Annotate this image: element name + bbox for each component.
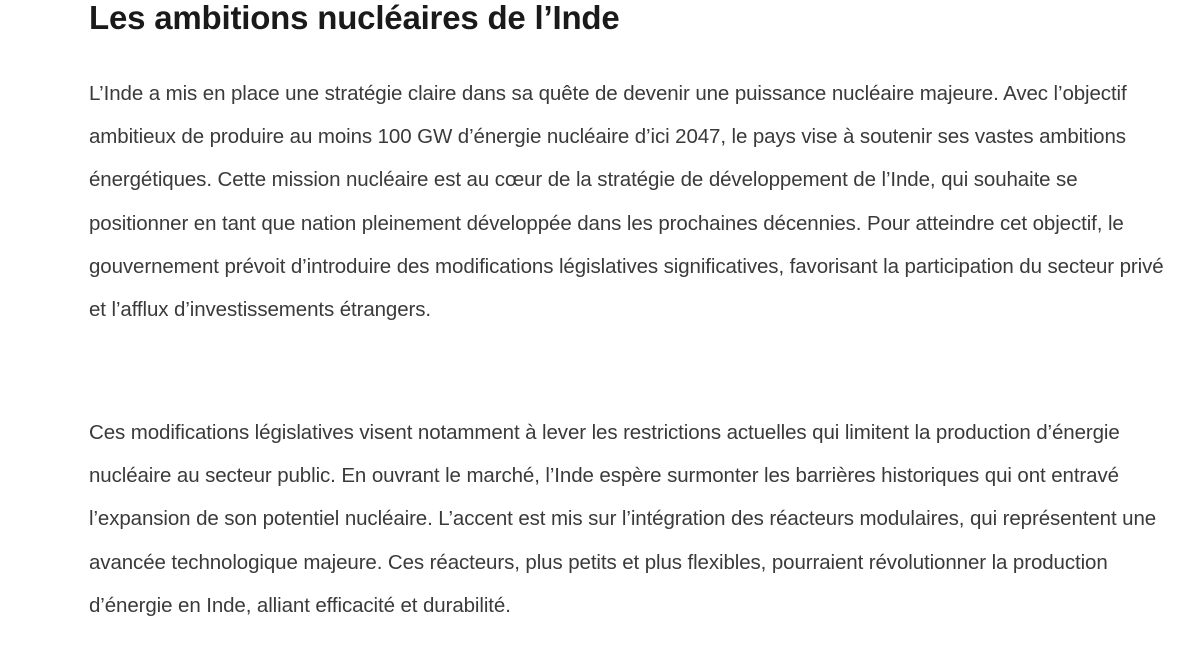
article-paragraph-2: Ces modifications législatives visent notamment à lever les restrictions actuelles qui limitent la production d’énergie nucléaire au secteur public. En ouvrant le marché, l’Inde espère surmonter les barrières historiques qui ont entravé l’expansion de son potentiel nucléaire. L’accent est mis sur l’intégration des réacteurs modulaires, qui représentent une avancée technologique majeure. Ces réacteurs, plus petits et plus flexibles, pourraient révolutionner la production d’énergie en Inde, alliant efficacité et durabilité. xyxy=(89,421,1157,617)
article-heading: Les ambitions nucléaires de l’Inde xyxy=(89,0,620,36)
article-paragraph-1: L’Inde a mis en place une stratégie claire dans sa quête de devenir une puissance nucléaire majeure. Avec l’objectif ambitieux de produire au moins 100 GW d’énergie nucléaire d’ici 2047, le pays vise à soutenir ses vastes ambitions énergétiques. Cette mission nucléaire est au cœur de la stratégie de développement de l’Inde, qui souhaite se positionner en tant que nation pleinement développée dans les prochaines décennies. Pour atteindre cet objectif, le gouvernement prévoit d’introduire des modifications législatives significatives, favorisant la participation du secteur privé et l’afflux d’investissements étrangers. xyxy=(89,82,1164,322)
